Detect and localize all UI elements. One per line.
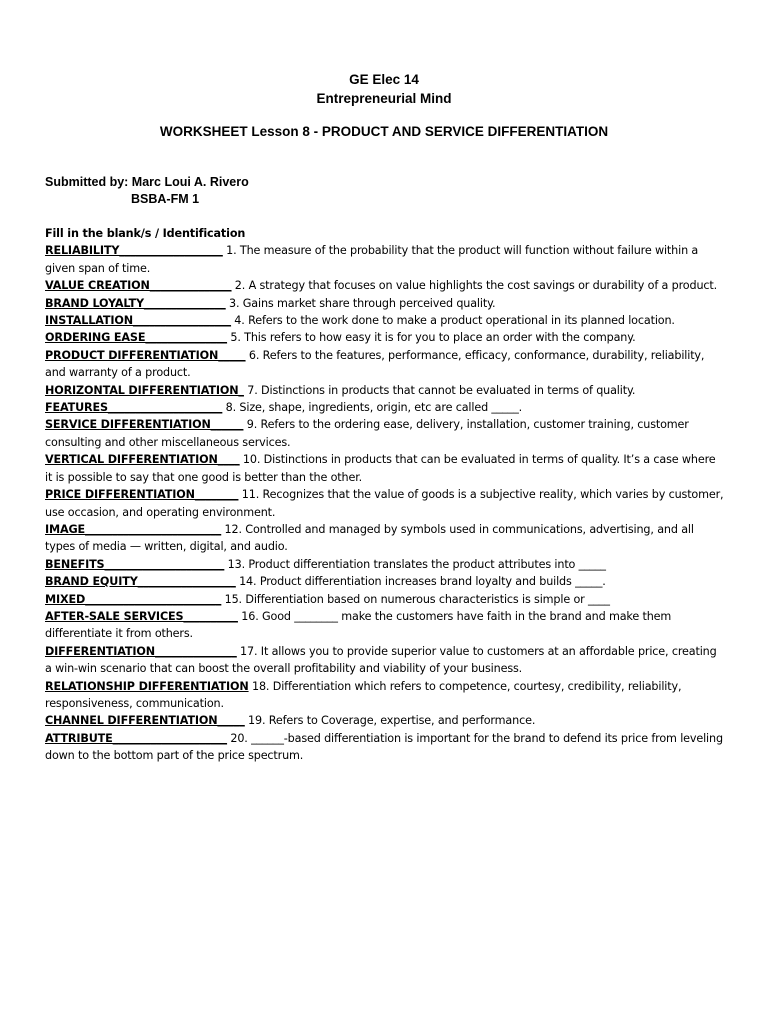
list-item [45, 643, 725, 678]
worksheet-title: WORKSHEET Lesson 8 - PRODUCT AND SERVICE DIFFERENTIATION [159, 124, 609, 139]
question-text: 13. Product differentiation translates the product attributes into _____ [224, 557, 606, 571]
answer-text: BRAND EQUITY__________________ [45, 575, 236, 589]
list-item [45, 556, 725, 573]
question-text: 18. Differentiation which refers to competence, courtesy, credibility, reliability, responsiveness, communication. [45, 679, 682, 710]
answer-text: BENEFITS______________________ [45, 557, 225, 571]
list-item [45, 678, 725, 713]
student-course: BSBA-FM 1 [131, 192, 200, 206]
answer-text: VERTICAL DIFFERENTIATION____ [45, 453, 240, 467]
question-text: 9. Refers to the ordering ease, delivery, installation, customer training, customer consulting and other miscellaneous services. [45, 418, 689, 449]
list-item [45, 242, 725, 277]
answer-text: ATTRIBUTE_____________________ [45, 731, 227, 745]
item-list [45, 242, 725, 764]
answer-text: VALUE CREATION_______________ [45, 279, 232, 293]
course-title: Entrepreneurial Mind [316, 91, 452, 106]
question-text: 7. Distinctions in products that cannot be evaluated in terms of quality. [243, 383, 636, 397]
answer-text: ORDERING EASE_______________ [45, 331, 227, 345]
list-item [45, 399, 725, 416]
list-item [45, 712, 725, 729]
question-text: 8. Size, shape, ingredients, origin, etc are called _____. [222, 401, 523, 415]
list-item [45, 486, 725, 521]
question-text: 17. It allows you to provide superior value to customers at an affordable price, creating a win-win scenario that can boost the overall profitability and viability of your business. [45, 644, 717, 676]
question-text: 19. Refers to Coverage, expertise, and performance. [244, 714, 536, 728]
answer-text: INSTALLATION__________________ [45, 314, 231, 328]
answer-text: AFTER-SALE SERVICES__________ [45, 609, 238, 623]
document-header [0, 70, 768, 141]
list-item [45, 382, 725, 399]
answer-text: FEATURES_____________________ [45, 401, 223, 415]
question-text: 15. Differentiation based on numerous characteristics is simple or ____ [221, 592, 610, 606]
list-item [45, 451, 725, 486]
answer-text: HORIZONTAL DIFFERENTIATION_ [45, 383, 244, 397]
question-text: 14. Product differentiation increases brand loyalty and builds _____. [235, 575, 606, 589]
question-text: 11. Recognizes that the value of goods is a subjective reality, which varies by customer, use occasion, and operating environment. [45, 488, 724, 519]
list-item [45, 591, 725, 608]
answer-text: RELIABILITY___________________ [45, 244, 223, 258]
question-text: 3. Gains market share through perceived quality. [225, 296, 496, 310]
question-text: 16. Good ________ make the customers have faith in the brand and make them differentiate it from others. [45, 609, 672, 641]
answer-text: IMAGE_________________________ [45, 522, 222, 536]
course-code: GE Elec 14 [349, 72, 419, 87]
question-text: 20. ______-based differentiation is important for the brand to defend its price from leveling down to the bottom part of the price spectrum. [45, 731, 723, 763]
list-item [45, 730, 725, 765]
answer-text: CHANNEL DIFFERENTIATION_____ [45, 714, 245, 728]
question-text: 12. Controlled and managed by symbols used in communications, advertising, and all types of media — written, digital, and audio. [45, 522, 694, 554]
answer-text: MIXED_________________________ [45, 592, 222, 606]
question-text: 5. This refers to how easy it is for you to place an order with the company. [226, 331, 636, 345]
list-item [45, 295, 725, 312]
submitted-by: Submitted by: Marc Loui A. Rivero [45, 175, 249, 189]
list-item [45, 277, 725, 294]
worksheet-body [45, 225, 725, 765]
answer-text: PRODUCT DIFFERENTIATION_____ [45, 348, 246, 362]
submitted-block [45, 174, 249, 208]
answer-text: SERVICE DIFFERENTIATION______ [45, 418, 244, 432]
list-item [45, 521, 725, 556]
question-text: 2. A strategy that focuses on value highlights the cost savings or durability of a product. [231, 279, 718, 293]
question-text: 6. Refers to the features, performance, efficacy, conformance, durability, reliability, and warranty of a product. [45, 348, 705, 380]
instructions: Fill in the blank/s / Identification [45, 227, 246, 240]
list-item [45, 312, 725, 329]
question-text: 1. The measure of the probability that the product will function without failure within a given span of time. [45, 244, 699, 275]
answer-text: DIFFERENTIATION_______________ [45, 644, 237, 658]
answer-text: PRICE DIFFERENTIATION________ [45, 488, 239, 502]
question-text: 4. Refers to the work done to make a product operational in its planned location. [230, 314, 675, 328]
question-text: 10. Distinctions in products that can be evaluated in terms of quality. It’s a case where it is possible to say that one good is better than the other. [45, 453, 716, 484]
list-item [45, 416, 725, 451]
list-item [45, 329, 725, 346]
list-item [45, 573, 725, 590]
list-item [45, 608, 725, 643]
answer-text: RELATIONSHIP DIFFERENTIATION [45, 679, 249, 693]
answer-text: BRAND LOYALTY_______________ [45, 296, 226, 310]
list-item [45, 347, 725, 382]
